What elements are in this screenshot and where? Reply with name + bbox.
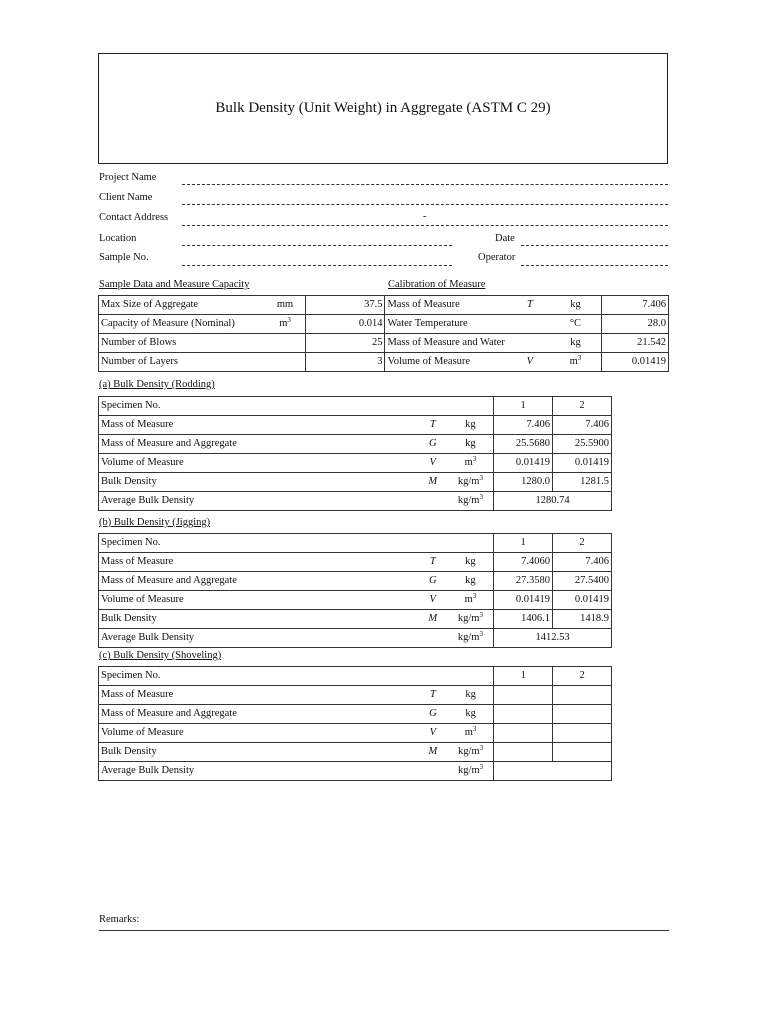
row-unit xyxy=(448,610,494,629)
row-symbol: M xyxy=(418,743,448,762)
specimen-1-value[interactable]: 25.5680 xyxy=(494,435,553,454)
row-unit xyxy=(448,473,494,492)
row-label: Mass of Measure and Aggregate xyxy=(99,705,418,724)
sample-value: 37.5 xyxy=(305,296,385,315)
row-symbol xyxy=(418,534,448,553)
unit-text: kg xyxy=(465,438,476,449)
row-unit xyxy=(448,591,494,610)
row-label: Mass of Measure xyxy=(99,416,418,435)
specimen-2-value[interactable]: 7.406 xyxy=(553,553,612,572)
table-row xyxy=(99,435,612,454)
row-unit xyxy=(448,667,494,686)
row-label: Specimen No. xyxy=(99,397,418,416)
average-spacer xyxy=(418,762,448,781)
row-symbol: T xyxy=(418,686,448,705)
specimen-1-value: 1 xyxy=(494,667,553,686)
row-unit xyxy=(448,705,494,724)
row-label: Volume of Measure xyxy=(99,454,418,473)
calibration-label: Volume of Measure xyxy=(385,353,510,372)
specimen-1-value[interactable]: 0.01419 xyxy=(494,591,553,610)
specimen-2-value[interactable]: 1418.9 xyxy=(553,610,612,629)
unit-text: kg/m xyxy=(457,495,480,506)
unit-text: kg/m xyxy=(458,765,480,776)
calibration-unit xyxy=(550,334,602,353)
table-row xyxy=(99,334,669,353)
date-label: Date xyxy=(495,233,515,244)
remarks-label: Remarks: xyxy=(99,914,140,925)
row-unit xyxy=(448,686,494,705)
title-box xyxy=(98,53,668,164)
calibration-unit xyxy=(550,353,602,372)
rodding-table xyxy=(98,396,612,511)
specimen-1-value[interactable]: 7.4060 xyxy=(494,553,553,572)
rodding-heading: (a) Bulk Density (Rodding) xyxy=(99,379,215,390)
sample-unit xyxy=(265,353,305,372)
table-row xyxy=(99,591,612,610)
calibration-unit xyxy=(550,315,602,334)
calibration-label: Water Temperature xyxy=(385,315,510,334)
date-field[interactable] xyxy=(521,245,668,246)
row-label: Mass of Measure and Aggregate xyxy=(99,435,418,454)
unit-superscript: 3 xyxy=(479,763,484,771)
shoveling-heading: (c) Bulk Density (Shoveling) xyxy=(99,650,222,661)
specimen-1-value: 1 xyxy=(494,534,553,553)
sample-calibration-table xyxy=(98,295,669,372)
average-bulk-density-value[interactable]: 1412.53 xyxy=(494,629,612,648)
row-label: Specimen No. xyxy=(99,534,418,553)
sample-no-label: Sample No. xyxy=(99,252,149,263)
row-label: Bulk Density xyxy=(99,610,418,629)
row-symbol: T xyxy=(418,416,448,435)
jigging-heading: (b) Bulk Density (Jigging) xyxy=(99,517,211,528)
unit-text: kg xyxy=(465,556,476,567)
calibration-heading: Calibration of Measure xyxy=(388,279,486,290)
shoveling-table xyxy=(98,666,612,781)
calibration-symbol xyxy=(510,315,550,334)
sample-unit xyxy=(265,334,305,353)
specimen-2-value[interactable]: 7.406 xyxy=(553,416,612,435)
specimen-1-value[interactable]: 0.01419 xyxy=(494,454,553,473)
unit-text: m xyxy=(279,318,288,329)
sample-unit xyxy=(265,296,305,315)
table-row xyxy=(99,353,669,372)
unit-text: kg xyxy=(465,689,476,700)
location-label: Location xyxy=(99,233,137,244)
specimen-1-value[interactable] xyxy=(494,705,553,724)
unit-text: m xyxy=(464,594,473,605)
unit-text: °C xyxy=(569,318,582,329)
sample-value: 0.014 xyxy=(305,315,385,334)
location-field[interactable] xyxy=(182,245,452,246)
row-unit xyxy=(448,743,494,762)
calibration-symbol: V xyxy=(510,353,550,372)
row-symbol xyxy=(418,397,448,416)
unit-text: m xyxy=(464,727,473,738)
unit-text: kg/m xyxy=(458,746,480,757)
average-label: Average Bulk Density xyxy=(99,762,418,781)
average-unit xyxy=(448,762,494,781)
specimen-1-value[interactable] xyxy=(494,724,553,743)
row-symbol: T xyxy=(418,553,448,572)
unit-text: kg xyxy=(570,299,581,310)
table-row xyxy=(99,296,669,315)
table-row xyxy=(99,705,612,724)
page-title: Bulk Density (Unit Weight) in Aggregate (ASTM C 29) xyxy=(215,100,551,116)
row-label: Volume of Measure xyxy=(99,724,418,743)
sample-label: Number of Blows xyxy=(99,334,266,353)
project-name-field[interactable] xyxy=(182,184,668,185)
contact-address-value: - xyxy=(423,211,427,222)
row-symbol: V xyxy=(418,724,448,743)
specimen-1-value[interactable]: 1280.0 xyxy=(494,473,553,492)
specimen-2-value[interactable] xyxy=(553,705,612,724)
row-symbol xyxy=(418,667,448,686)
row-label: Bulk Density xyxy=(99,473,418,492)
unit-superscript: 3 xyxy=(472,455,477,463)
unit-text: kg xyxy=(465,419,476,430)
unit-text: mm xyxy=(276,299,294,310)
calibration-value: 28.0 xyxy=(602,315,669,334)
table-row xyxy=(99,610,612,629)
table-row xyxy=(99,397,612,416)
specimen-2-value: 2 xyxy=(553,534,612,553)
row-symbol: G xyxy=(418,572,448,591)
row-label: Mass of Measure and Aggregate xyxy=(99,572,418,591)
calibration-symbol xyxy=(510,334,550,353)
unit-superscript: 3 xyxy=(479,630,483,638)
row-unit xyxy=(448,416,494,435)
operator-label: Operator xyxy=(478,252,516,263)
unit-superscript: 3 xyxy=(577,354,582,362)
average-bulk-density-value[interactable] xyxy=(494,762,612,781)
specimen-2-value[interactable]: 1281.5 xyxy=(553,473,612,492)
table-row xyxy=(99,686,612,705)
row-unit xyxy=(448,397,494,416)
specimen-2-value[interactable]: 27.5400 xyxy=(553,572,612,591)
calibration-label: Mass of Measure and Water xyxy=(385,334,510,353)
calibration-value: 7.406 xyxy=(602,296,669,315)
average-label: Average Bulk Density xyxy=(99,492,418,511)
sample-data-heading: Sample Data and Measure Capacity xyxy=(99,279,250,290)
average-unit xyxy=(448,629,494,648)
unit-superscript: 3 xyxy=(479,493,483,501)
unit-superscript: 3 xyxy=(479,744,484,752)
row-unit xyxy=(448,454,494,473)
table-row xyxy=(99,315,669,334)
sample-no-field[interactable] xyxy=(182,265,452,266)
specimen-1-value[interactable]: 1406.1 xyxy=(494,610,553,629)
unit-superscript: 3 xyxy=(479,611,483,619)
sample-value: 25 xyxy=(305,334,385,353)
unit-text: kg xyxy=(570,337,581,348)
row-symbol: M xyxy=(418,610,448,629)
table-row xyxy=(99,416,612,435)
specimen-2-value[interactable] xyxy=(553,743,612,762)
calibration-unit xyxy=(550,296,602,315)
row-unit xyxy=(448,435,494,454)
contact-address-field[interactable] xyxy=(182,225,668,226)
specimen-2-value[interactable]: 0.01419 xyxy=(553,591,612,610)
row-symbol: G xyxy=(418,705,448,724)
unit-text: kg xyxy=(465,708,476,719)
row-label: Specimen No. xyxy=(99,667,418,686)
specimen-1-value[interactable] xyxy=(494,743,553,762)
row-label: Mass of Measure xyxy=(99,686,418,705)
sample-label: Capacity of Measure (Nominal) xyxy=(99,315,266,334)
table-row xyxy=(99,454,612,473)
specimen-1-value[interactable]: 7.406 xyxy=(494,416,553,435)
table-row xyxy=(99,553,612,572)
specimen-2-value[interactable]: 0.01419 xyxy=(553,454,612,473)
row-unit xyxy=(448,724,494,743)
average-spacer xyxy=(418,492,448,511)
row-label: Volume of Measure xyxy=(99,591,418,610)
specimen-2-value: 2 xyxy=(553,667,612,686)
table-row xyxy=(99,572,612,591)
table-row xyxy=(99,473,612,492)
table-row xyxy=(99,667,612,686)
unit-text: m xyxy=(464,457,473,468)
specimen-1-value[interactable] xyxy=(494,686,553,705)
average-spacer xyxy=(418,629,448,648)
calibration-label: Mass of Measure xyxy=(385,296,510,315)
unit-text: m xyxy=(569,356,578,367)
row-label: Mass of Measure xyxy=(99,553,418,572)
row-symbol: V xyxy=(418,591,448,610)
unit-superscript: 3 xyxy=(479,474,483,482)
sample-value: 3 xyxy=(305,353,385,372)
row-symbol: V xyxy=(418,454,448,473)
client-name-label: Client Name xyxy=(99,192,153,203)
average-label: Average Bulk Density xyxy=(99,629,418,648)
row-label: Bulk Density xyxy=(99,743,418,762)
average-row xyxy=(99,629,612,648)
operator-field[interactable] xyxy=(521,265,668,266)
unit-text: kg/m xyxy=(457,476,480,487)
project-name-label: Project Name xyxy=(99,172,157,183)
table-row xyxy=(99,534,612,553)
average-row xyxy=(99,492,612,511)
specimen-2-value[interactable]: 25.5900 xyxy=(553,435,612,454)
specimen-1-value[interactable]: 27.3580 xyxy=(494,572,553,591)
client-name-field[interactable] xyxy=(182,204,668,205)
average-bulk-density-value[interactable]: 1280.74 xyxy=(494,492,612,511)
unit-text: kg xyxy=(465,575,476,586)
row-unit xyxy=(448,553,494,572)
sample-unit xyxy=(265,315,305,334)
row-unit xyxy=(448,572,494,591)
table-row xyxy=(99,724,612,743)
average-row xyxy=(99,762,612,781)
contact-address-label: Contact Address xyxy=(99,212,169,223)
unit-text: kg/m xyxy=(457,613,480,624)
table-row xyxy=(99,743,612,762)
jigging-table xyxy=(98,533,612,648)
row-symbol: M xyxy=(418,473,448,492)
unit-superscript: 3 xyxy=(287,316,291,324)
calibration-symbol: T xyxy=(510,296,550,315)
row-symbol: G xyxy=(418,435,448,454)
remarks-line[interactable] xyxy=(99,930,669,931)
average-unit xyxy=(448,492,494,511)
unit-text: kg/m xyxy=(457,632,480,643)
calibration-value: 0.01419 xyxy=(602,353,669,372)
unit-superscript: 3 xyxy=(472,592,477,600)
row-unit xyxy=(448,534,494,553)
specimen-1-value: 1 xyxy=(494,397,553,416)
unit-superscript: 3 xyxy=(472,725,477,733)
specimen-2-value[interactable] xyxy=(553,724,612,743)
sample-label: Number of Layers xyxy=(99,353,266,372)
specimen-2-value: 2 xyxy=(553,397,612,416)
sample-label: Max Size of Aggregate xyxy=(99,296,266,315)
specimen-2-value[interactable] xyxy=(553,686,612,705)
calibration-value: 21.542 xyxy=(602,334,669,353)
